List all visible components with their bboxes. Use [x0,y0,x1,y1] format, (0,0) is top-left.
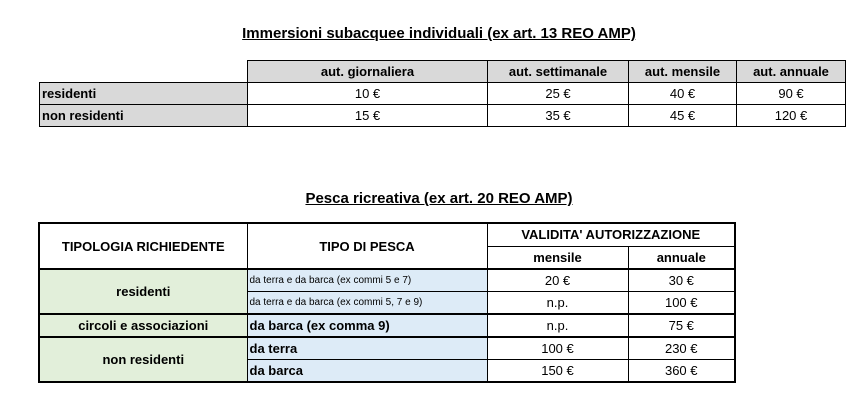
table-cell: n.p. [487,314,628,337]
table-cell: 10 € [248,83,488,105]
table-cell: 75 € [628,314,735,337]
table-row [40,83,846,105]
table-row [40,105,846,127]
table-cell: 45 € [629,105,737,127]
row-label: non residenti [40,105,248,127]
table-cell: 100 € [487,337,628,360]
table-header-row [40,61,846,83]
header-mensile: mensile [487,246,628,269]
table-row [39,337,735,360]
table-cell: 100 € [628,292,735,315]
column-header: aut. annuale [737,61,846,83]
table-cell: 360 € [628,360,735,383]
header-validita: VALIDITA' AUTORIZZAZIONE [487,223,735,246]
tipo-cell: da barca (ex comma 9) [247,314,487,337]
category-cell: non residenti [39,337,247,382]
table-cell: 40 € [629,83,737,105]
table-cell: 20 € [487,269,628,292]
column-header: aut. mensile [629,61,737,83]
tipo-cell: da terra e da barca (ex commi 5, 7 e 9) [247,292,487,315]
header-tipo-pesca: TIPO DI PESCA [247,223,487,269]
table-cell: 30 € [628,269,735,292]
table-header-row [39,223,735,246]
table-cell: 150 € [487,360,628,383]
header-tipologia: TIPOLOGIA RICHIEDENTE [39,223,247,269]
corner-cell [40,61,248,83]
diving-fees-table [39,60,846,127]
table-row [39,269,735,292]
table-cell: 15 € [248,105,488,127]
category-cell: circoli e associazioni [39,314,247,337]
table2-title: Pesca ricreativa (ex art. 20 REO AMP) [305,190,573,207]
tipo-cell: da terra e da barca (ex commi 5 e 7) [247,269,487,292]
table-cell: 25 € [488,83,629,105]
table-cell: 120 € [737,105,846,127]
table-cell: n.p. [487,292,628,315]
column-header: aut. giornaliera [248,61,488,83]
category-cell: residenti [39,269,247,314]
table-cell: 90 € [737,83,846,105]
header-annuale: annuale [628,246,735,269]
table-cell: 35 € [488,105,629,127]
tipo-cell: da terra [247,337,487,360]
fishing-fees-table [38,222,736,383]
row-label: residenti [40,83,248,105]
table-row [39,314,735,337]
column-header: aut. settimanale [488,61,629,83]
table-cell: 230 € [628,337,735,360]
table1-title: Immersioni subacquee individuali (ex art. 13 REO AMP) [242,25,636,42]
tipo-cell: da barca [247,360,487,383]
